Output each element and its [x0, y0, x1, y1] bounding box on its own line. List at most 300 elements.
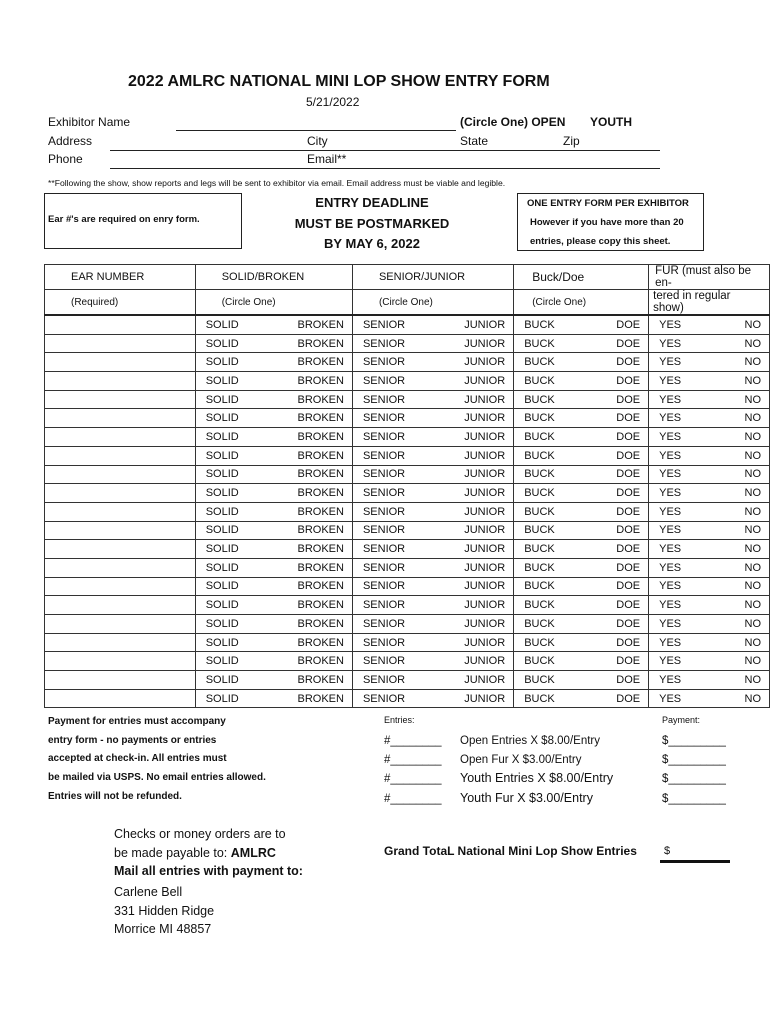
option-senior-junior-a[interactable]: SENIOR [362, 599, 406, 612]
option-solid-broken-a[interactable]: SOLID [205, 468, 239, 481]
senior-junior-cell [352, 372, 513, 391]
payment-field[interactable]: $_________ [662, 735, 726, 747]
fur-cell [649, 446, 770, 465]
ear-number-cell[interactable] [45, 334, 196, 353]
ear-number-cell[interactable] [45, 428, 196, 447]
ear-number-cell[interactable] [45, 577, 196, 596]
ear-number-cell[interactable] [45, 390, 196, 409]
phone-email-field[interactable] [110, 168, 660, 169]
fee-label: Open Fur X $3.00/Entry [460, 753, 582, 766]
option-buck-doe-a[interactable]: BUCK [524, 337, 555, 350]
option-solid-broken-a[interactable]: SOLID [205, 617, 239, 630]
checks-line: Checks or money orders are to [114, 827, 286, 841]
option-buck-doe-a[interactable]: BUCK [524, 524, 555, 537]
option-fur-a[interactable]: YES [659, 580, 682, 593]
option-solid-broken-b[interactable]: BROKEN [297, 374, 344, 387]
option-buck-doe-b[interactable]: DOE [616, 412, 641, 425]
payment-notice-line: entry form - no payments or entries [48, 734, 217, 746]
fur-cell [649, 409, 770, 428]
option-senior-junior-b[interactable]: JUNIOR [464, 692, 506, 705]
city-label: City [307, 134, 328, 148]
fee-label: Open Entries X $8.00/Entry [460, 735, 600, 747]
option-fur-a[interactable]: YES [659, 374, 682, 387]
option-senior-junior-b[interactable]: JUNIOR [464, 318, 506, 331]
option-fur-a[interactable]: YES [659, 393, 682, 406]
option-senior-junior-a[interactable]: SENIOR [362, 374, 406, 387]
buck-doe-cell [514, 409, 649, 428]
address-label: Address [48, 134, 93, 148]
option-buck-doe-b[interactable]: DOE [616, 561, 641, 574]
option-buck-doe-b[interactable]: DOE [616, 655, 641, 668]
senior-junior-cell [352, 615, 513, 634]
option-senior-junior-b[interactable]: JUNIOR [464, 524, 506, 537]
option-buck-doe-a[interactable]: BUCK [524, 599, 555, 612]
option-solid-broken-a[interactable]: SOLID [205, 412, 239, 425]
solid-broken-cell [195, 633, 352, 652]
option-solid-broken-b[interactable]: BROKEN [297, 468, 344, 481]
option-buck-doe-b[interactable]: DOE [616, 337, 641, 350]
fur-cell [649, 334, 770, 353]
buck-doe-cell [514, 540, 649, 559]
solid-broken-cell [195, 390, 352, 409]
ear-number-cell[interactable] [45, 596, 196, 615]
fur-cell [649, 484, 770, 503]
option-fur-b[interactable]: NO [744, 655, 761, 668]
option-buck-doe-b[interactable]: DOE [616, 543, 641, 556]
option-solid-broken-a[interactable]: SOLID [205, 449, 239, 462]
option-senior-junior-a[interactable]: SENIOR [362, 356, 406, 369]
option-solid-broken-b[interactable]: BROKEN [297, 505, 344, 518]
buck-doe-cell [514, 633, 649, 652]
option-senior-junior-b[interactable]: JUNIOR [464, 580, 506, 593]
senior-junior-cell [352, 558, 513, 577]
option-senior-junior-b[interactable]: JUNIOR [464, 505, 506, 518]
option-senior-junior-b[interactable]: JUNIOR [464, 356, 506, 369]
buck-doe-cell [514, 428, 649, 447]
option-buck-doe-b[interactable]: DOE [616, 468, 641, 481]
option-senior-junior-b[interactable]: JUNIOR [464, 393, 506, 406]
option-buck-doe-a[interactable]: BUCK [524, 487, 555, 500]
option-fur-b[interactable]: NO [744, 374, 761, 387]
option-solid-broken-b[interactable]: BROKEN [297, 561, 344, 574]
table-row [45, 521, 770, 540]
option-senior-junior-b[interactable]: JUNIOR [464, 337, 506, 350]
option-solid-broken-b[interactable]: BROKEN [297, 617, 344, 630]
senior-junior-cell [352, 577, 513, 596]
senior-junior-cell [352, 428, 513, 447]
buck-doe-cell [514, 372, 649, 391]
option-fur-b[interactable]: NO [744, 337, 761, 350]
option-fur-b[interactable]: NO [744, 673, 761, 686]
ear-number-cell[interactable] [45, 465, 196, 484]
ear-number-cell[interactable] [45, 315, 196, 334]
option-solid-broken-b[interactable]: BROKEN [297, 430, 344, 443]
option-senior-junior-b[interactable]: JUNIOR [464, 543, 506, 556]
ear-number-cell[interactable] [45, 633, 196, 652]
option-buck-doe-a[interactable]: BUCK [524, 543, 555, 556]
solid-broken-cell [195, 428, 352, 447]
fur-cell [649, 428, 770, 447]
option-solid-broken-a[interactable]: SOLID [205, 356, 239, 369]
option-fur-a[interactable]: YES [659, 673, 682, 686]
option-buck-doe-b[interactable]: DOE [616, 374, 641, 387]
option-fur-a[interactable]: YES [659, 449, 682, 462]
one-entry-line: entries, please copy this sheet. [530, 236, 671, 247]
table-row [45, 502, 770, 521]
table-row [45, 428, 770, 447]
address-line: Carlene Bell [114, 885, 183, 899]
solid-broken-cell [195, 596, 352, 615]
deadline-line: BY MAY 6, 2022 [324, 236, 420, 251]
option-fur-b[interactable]: NO [744, 580, 761, 593]
option-senior-junior-b[interactable]: JUNIOR [464, 487, 506, 500]
option-buck-doe-b[interactable]: DOE [616, 393, 641, 406]
state-label: State [460, 134, 489, 148]
table-row [45, 633, 770, 652]
address-field[interactable] [110, 150, 660, 151]
option-fur-b[interactable]: NO [744, 449, 761, 462]
option-fur-b[interactable]: NO [744, 318, 761, 331]
option-solid-broken-a[interactable]: SOLID [205, 374, 239, 387]
col-header-solid-broken: SOLID/BROKEN [195, 265, 352, 290]
option-buck-doe-a[interactable]: BUCK [524, 561, 555, 574]
option-senior-junior-a[interactable]: SENIOR [362, 505, 406, 518]
option-fur-b[interactable]: NO [744, 636, 761, 649]
option-fur-a[interactable]: YES [659, 505, 682, 518]
option-senior-junior-a[interactable]: SENIOR [362, 636, 406, 649]
option-fur-b[interactable]: NO [744, 505, 761, 518]
option-fur-a[interactable]: YES [659, 412, 682, 425]
senior-junior-cell [352, 334, 513, 353]
option-senior-junior-a[interactable]: SENIOR [362, 449, 406, 462]
option-fur-b[interactable]: NO [744, 599, 761, 612]
fur-cell [649, 315, 770, 334]
option-senior-junior-b[interactable]: JUNIOR [464, 561, 506, 574]
option-senior-junior-a[interactable]: SENIOR [362, 561, 406, 574]
payment-notice-line: be mailed via USPS. No email entries allowed. [48, 772, 266, 784]
option-fur-b[interactable]: NO [744, 543, 761, 556]
senior-junior-cell [352, 484, 513, 503]
option-solid-broken-b[interactable]: BROKEN [297, 524, 344, 537]
option-solid-broken-b[interactable]: BROKEN [297, 356, 344, 369]
ear-number-cell[interactable] [45, 615, 196, 634]
entry-deadline [270, 193, 474, 255]
option-buck-doe-b[interactable]: DOE [616, 318, 641, 331]
count-field[interactable]: #________ [384, 753, 442, 766]
table-subheader-row [45, 290, 770, 316]
option-solid-broken-a[interactable]: SOLID [205, 673, 239, 686]
entries-table [44, 264, 770, 708]
option-solid-broken-b[interactable]: BROKEN [297, 673, 344, 686]
senior-junior-cell [352, 671, 513, 690]
option-senior-junior-a[interactable]: SENIOR [362, 692, 406, 705]
ear-number-cell[interactable] [45, 484, 196, 503]
option-fur-a[interactable]: YES [659, 692, 682, 705]
option-buck-doe-b[interactable]: DOE [616, 599, 641, 612]
option-fur-a[interactable]: YES [659, 655, 682, 668]
option-senior-junior-a[interactable]: SENIOR [362, 580, 406, 593]
option-buck-doe-a[interactable]: BUCK [524, 636, 555, 649]
option-buck-doe-a[interactable]: BUCK [524, 468, 555, 481]
buck-doe-cell [514, 596, 649, 615]
payment-field[interactable]: $_________ [662, 793, 726, 806]
solid-broken-cell [195, 353, 352, 372]
ear-number-notice-box [44, 193, 242, 249]
option-solid-broken-a[interactable]: SOLID [205, 487, 239, 500]
option-buck-doe-b[interactable]: DOE [616, 356, 641, 369]
option-solid-broken-b[interactable]: BROKEN [297, 636, 344, 649]
payment-field[interactable]: $_________ [662, 773, 726, 786]
subheader-fur: tered in regular show) [649, 290, 770, 316]
option-fur-a[interactable]: YES [659, 524, 682, 537]
count-field[interactable]: #________ [384, 773, 442, 786]
fur-cell [649, 390, 770, 409]
option-fur-a[interactable]: YES [659, 487, 682, 500]
option-fur-a[interactable]: YES [659, 318, 682, 331]
ear-number-cell[interactable] [45, 652, 196, 671]
solid-broken-cell [195, 334, 352, 353]
option-buck-doe-a[interactable]: BUCK [524, 430, 555, 443]
option-fur-a[interactable]: YES [659, 337, 682, 350]
col-header-fur: FUR (must also be en- [649, 265, 770, 290]
option-buck-doe-b[interactable]: DOE [616, 430, 641, 443]
option-solid-broken-a[interactable]: SOLID [205, 505, 239, 518]
table-row [45, 334, 770, 353]
option-senior-junior-a[interactable]: SENIOR [362, 393, 406, 406]
exhibitor-name-field[interactable] [176, 130, 456, 131]
ear-number-cell[interactable] [45, 671, 196, 690]
option-buck-doe-b[interactable]: DOE [616, 505, 641, 518]
option-senior-junior-b[interactable]: JUNIOR [464, 617, 506, 630]
one-entry-line: However if you have more than 20 [530, 217, 684, 228]
option-buck-doe-b[interactable]: DOE [616, 636, 641, 649]
option-fur-b[interactable]: NO [744, 393, 761, 406]
option-senior-junior-b[interactable]: JUNIOR [464, 655, 506, 668]
buck-doe-cell [514, 615, 649, 634]
option-fur-b[interactable]: NO [744, 356, 761, 369]
option-senior-junior-b[interactable]: JUNIOR [464, 599, 506, 612]
option-senior-junior-b[interactable]: JUNIOR [464, 412, 506, 425]
table-row [45, 689, 770, 708]
option-buck-doe-a[interactable]: BUCK [524, 356, 555, 369]
option-solid-broken-a[interactable]: SOLID [205, 430, 239, 443]
solid-broken-cell [195, 409, 352, 428]
solid-broken-cell [195, 652, 352, 671]
senior-junior-cell [352, 596, 513, 615]
option-senior-junior-a[interactable]: SENIOR [362, 412, 406, 425]
option-senior-junior-b[interactable]: JUNIOR [464, 374, 506, 387]
option-senior-junior-a[interactable]: SENIOR [362, 487, 406, 500]
grand-total-field[interactable] [660, 860, 730, 863]
option-solid-broken-a[interactable]: SOLID [205, 393, 239, 406]
option-fur-a[interactable]: YES [659, 636, 682, 649]
option-buck-doe-a[interactable]: BUCK [524, 318, 555, 331]
fee-label: Youth Entries X $8.00/Entry [460, 771, 614, 786]
option-fur-b[interactable]: NO [744, 430, 761, 443]
option-senior-junior-a[interactable]: SENIOR [362, 543, 406, 556]
solid-broken-cell [195, 615, 352, 634]
option-fur-b[interactable]: NO [744, 524, 761, 537]
checks-payable [114, 825, 286, 862]
buck-doe-cell [514, 353, 649, 372]
option-buck-doe-a[interactable]: BUCK [524, 393, 555, 406]
option-solid-broken-a[interactable]: SOLID [205, 636, 239, 649]
option-buck-doe-a[interactable]: BUCK [524, 580, 555, 593]
youth-option[interactable]: YOUTH [590, 115, 632, 129]
option-fur-a[interactable]: YES [659, 617, 682, 630]
option-senior-junior-a[interactable]: SENIOR [362, 468, 406, 481]
option-solid-broken-b[interactable]: BROKEN [297, 393, 344, 406]
option-buck-doe-b[interactable]: DOE [616, 449, 641, 462]
option-fur-a[interactable]: YES [659, 468, 682, 481]
option-solid-broken-a[interactable]: SOLID [205, 655, 239, 668]
option-buck-doe-b[interactable]: DOE [616, 580, 641, 593]
option-solid-broken-a[interactable]: SOLID [205, 580, 239, 593]
option-fur-a[interactable]: YES [659, 543, 682, 556]
option-senior-junior-a[interactable]: SENIOR [362, 318, 406, 331]
option-fur-b[interactable]: NO [744, 561, 761, 574]
option-solid-broken-b[interactable]: BROKEN [297, 412, 344, 425]
page-title: 2022 AMLRC NATIONAL MINI LOP SHOW ENTRY FORM [128, 73, 550, 90]
option-senior-junior-b[interactable]: JUNIOR [464, 673, 506, 686]
senior-junior-cell [352, 633, 513, 652]
option-buck-doe-b[interactable]: DOE [616, 487, 641, 500]
fee-rows [384, 732, 726, 809]
option-solid-broken-b[interactable]: BROKEN [297, 449, 344, 462]
option-solid-broken-a[interactable]: SOLID [205, 561, 239, 574]
table-row [45, 484, 770, 503]
subheader-buck-doe: (Circle One) [514, 290, 649, 316]
option-solid-broken-b[interactable]: BROKEN [297, 543, 344, 556]
count-field[interactable]: #________ [384, 793, 442, 806]
solid-broken-cell [195, 315, 352, 334]
buck-doe-cell [514, 446, 649, 465]
table-row [45, 671, 770, 690]
exhibitor-name-label: Exhibitor Name [48, 115, 131, 129]
ear-number-cell[interactable] [45, 353, 196, 372]
col-header-ear: EAR NUMBER [45, 265, 196, 290]
option-solid-broken-b[interactable]: BROKEN [297, 599, 344, 612]
option-fur-a[interactable]: YES [659, 599, 682, 612]
option-solid-broken-a[interactable]: SOLID [205, 524, 239, 537]
option-buck-doe-a[interactable]: BUCK [524, 655, 555, 668]
col-header-buck-doe: Buck/Doe [514, 265, 649, 290]
payment-notice-line: accepted at check-in. All entries must [48, 753, 227, 765]
option-fur-b[interactable]: NO [744, 617, 761, 630]
option-senior-junior-b[interactable]: JUNIOR [464, 468, 506, 481]
senior-junior-cell [352, 689, 513, 708]
payment-notice-line: Entries will not be refunded. [48, 790, 182, 802]
option-fur-a[interactable]: YES [659, 430, 682, 443]
fur-cell [649, 689, 770, 708]
count-field[interactable]: #________ [384, 735, 442, 747]
option-senior-junior-b[interactable]: JUNIOR [464, 636, 506, 649]
option-senior-junior-a[interactable]: SENIOR [362, 524, 406, 537]
grand-total-dollar: $ [664, 845, 671, 857]
option-solid-broken-a[interactable]: SOLID [205, 599, 239, 612]
option-senior-junior-b[interactable]: JUNIOR [464, 449, 506, 462]
fur-cell [649, 633, 770, 652]
option-solid-broken-a[interactable]: SOLID [205, 692, 239, 705]
ear-number-cell[interactable] [45, 540, 196, 559]
ear-number-cell[interactable] [45, 502, 196, 521]
option-solid-broken-b[interactable]: BROKEN [297, 580, 344, 593]
option-senior-junior-a[interactable]: SENIOR [362, 617, 406, 630]
senior-junior-cell [352, 465, 513, 484]
option-solid-broken-b[interactable]: BROKEN [297, 487, 344, 500]
col-header-senior-junior: SENIOR/JUNIOR [352, 265, 513, 290]
buck-doe-cell [514, 558, 649, 577]
option-buck-doe-a[interactable]: BUCK [524, 374, 555, 387]
table-row [45, 372, 770, 391]
circle-open-option[interactable]: (Circle One) OPEN [460, 115, 566, 129]
option-solid-broken-a[interactable]: SOLID [205, 337, 239, 350]
fur-cell [649, 615, 770, 634]
ear-number-cell[interactable] [45, 558, 196, 577]
option-buck-doe-b[interactable]: DOE [616, 617, 641, 630]
option-fur-a[interactable]: YES [659, 356, 682, 369]
fur-cell [649, 372, 770, 391]
fur-cell [649, 596, 770, 615]
option-solid-broken-b[interactable]: BROKEN [297, 655, 344, 668]
fee-label: Youth Fur X $3.00/Entry [460, 791, 593, 806]
option-fur-b[interactable]: NO [744, 487, 761, 500]
ear-number-cell[interactable] [45, 409, 196, 428]
option-buck-doe-b[interactable]: DOE [616, 524, 641, 537]
option-buck-doe-a[interactable]: BUCK [524, 617, 555, 630]
option-senior-junior-b[interactable]: JUNIOR [464, 430, 506, 443]
option-fur-a[interactable]: YES [659, 561, 682, 574]
option-buck-doe-a[interactable]: BUCK [524, 449, 555, 462]
option-solid-broken-b[interactable]: BROKEN [297, 318, 344, 331]
option-buck-doe-b[interactable]: DOE [616, 673, 641, 686]
phone-label: Phone [48, 152, 83, 166]
option-buck-doe-a[interactable]: BUCK [524, 505, 555, 518]
fee-row [384, 769, 726, 789]
ear-number-cell[interactable] [45, 521, 196, 540]
ear-number-cell[interactable] [45, 689, 196, 708]
option-buck-doe-a[interactable]: BUCK [524, 412, 555, 425]
option-senior-junior-a[interactable]: SENIOR [362, 337, 406, 350]
option-senior-junior-a[interactable]: SENIOR [362, 655, 406, 668]
option-fur-b[interactable]: NO [744, 692, 761, 705]
table-row [45, 315, 770, 334]
one-entry-line: ONE ENTRY FORM PER EXHIBITOR [527, 198, 689, 209]
senior-junior-cell [352, 521, 513, 540]
senior-junior-cell [352, 390, 513, 409]
option-senior-junior-a[interactable]: SENIOR [362, 673, 406, 686]
ear-number-cell[interactable] [45, 372, 196, 391]
option-senior-junior-a[interactable]: SENIOR [362, 430, 406, 443]
option-fur-b[interactable]: NO [744, 468, 761, 481]
option-buck-doe-b[interactable]: DOE [616, 692, 641, 705]
payment-field[interactable]: $_________ [662, 753, 726, 766]
fur-cell [649, 558, 770, 577]
option-solid-broken-b[interactable]: BROKEN [297, 692, 344, 705]
table-header-row [45, 265, 770, 290]
deadline-line: MUST BE POSTMARKED [294, 215, 450, 231]
option-buck-doe-a[interactable]: BUCK [524, 692, 555, 705]
option-buck-doe-a[interactable]: BUCK [524, 673, 555, 686]
option-solid-broken-b[interactable]: BROKEN [297, 337, 344, 350]
subheader-ear: (Required) [45, 290, 196, 316]
option-fur-b[interactable]: NO [744, 412, 761, 425]
option-solid-broken-a[interactable]: SOLID [205, 318, 239, 331]
option-solid-broken-a[interactable]: SOLID [205, 543, 239, 556]
ear-number-cell[interactable] [45, 446, 196, 465]
fur-cell [649, 577, 770, 596]
table-row [45, 353, 770, 372]
